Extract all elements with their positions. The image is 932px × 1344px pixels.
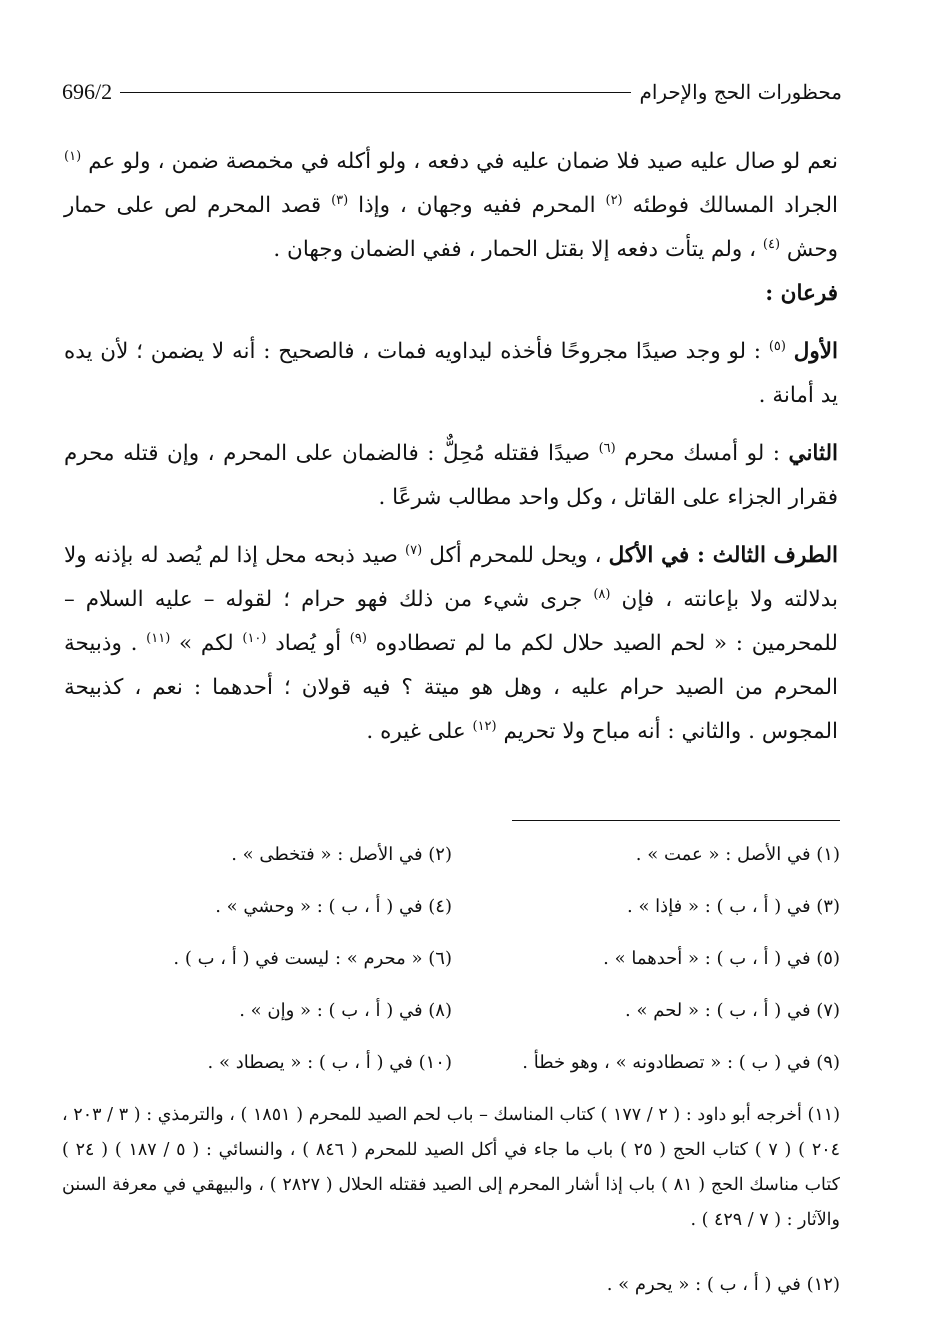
footnote-10: (١٠) في ( أ ، ب ) : « يصطاد » . [207,1052,452,1073]
chapter-title: محظورات الحج والإحرام [639,80,842,104]
note-ref[interactable]: (٧) [405,542,423,558]
footnotes-short [62,836,840,1082]
page-number: 696/2 [62,79,113,104]
note-ref[interactable]: (٦) [598,440,616,456]
footnote-9: (٩) في ( ب ) : « تصطادونه » ، وهو خطأ . [522,1052,840,1073]
footnote-5: (٥) في ( أ ، ب ) : « أحدهما » . [603,948,840,969]
paragraph-second-branch: الثاني : لو أمسك محرم $^{(٦)}$ صيدًا فقتله مُحِلٌّ : فالضمان على المحرم ، وإن قتله محرم فقرار الجزاء على القاتل ، وكل واحد مطالب شرعًا . [64,440,838,510]
note-ref[interactable]: (٨) [593,586,611,602]
note-ref[interactable]: (١) [64,148,82,164]
footnote-1: (١) في الأصل : « عمت » . [635,844,840,865]
note-ref[interactable]: (٥) [768,338,786,354]
main-text [64,140,838,754]
footnote-12: (١٢) في ( أ ، ب ) : « يحرم » . [606,1274,840,1295]
note-ref[interactable]: (٤) [762,236,781,252]
note-ref[interactable]: (٢) [605,192,623,208]
note-ref[interactable]: (١١) [146,630,171,646]
paragraph-1: نعم لو صال عليه صيد فلا ضمان عليه في دفعه ، ولو أكله في مخمصة ضمن ، ولو عم $^{(١)}$ الجراد المسالك فوطئه $^{(٢)}$ المحرم ففيه وجهان ، وإذا $^{(٣)}$ قصد المحرم لص على حمار وحش $^{(٤)}$ ، ولم يتأت دفعه إلا بقتل الحمار ، ففي الضمان وجهان . [64,148,838,262]
footnote-11: (١١) أخرجه أبو داود : ( ٢ / ١٧٧ ) كتاب المناسك – باب لحم الصيد للمحرم ( ١٨٥١ ) ، والترمذي : ( ٣ / ٢٠٣ ، ٢٠٤ ) ( ٧ ) كتاب الحج ( ٢٥ ) باب ما جاء في أكل الصيد للمحرم ( ٨٤٦ ) ، والنسائي : ( ٥ / ١٨٧ ) ( ٢٤ ) كتاب مناسك الحج ( ٨١ ) باب إذا أشار المحرم إلى الصيد فقتله الحلال ( ٢٨٢٧ ) ، والبيهقي في معرفة السنن والآثار : ( ٧ / ٤٢٩ ) . [62,1105,841,1230]
note-ref[interactable]: (٣) [331,192,349,208]
note-ref[interactable]: (١٢) [472,718,497,734]
header-rule [120,92,631,93]
footnote-6: (٦) « محرم » : ليست في ( أ ، ب ) . [173,948,452,969]
footnote-7: (٧) في ( أ ، ب ) : « لحم » . [625,1000,840,1021]
footnote-4: (٤) في ( أ ، ب ) : « وحشي » . [215,896,452,917]
paragraph-third-part: الطرف الثالث : في الأكل ، ويحل للمحرم أكل $^{(٧)}$ صيد ذبحه محل إذا لم يُصد له بإذنه ولا بدلالته ولا بإعانته ، فإن $^{(٨)}$ جرى شيء من ذلك فهو حرام ؛ لقوله – عليه السلام – للمحرمين : « لحم الصيد حلال لكم ما لم تصطادوه $^{(٩)}$ أو يُصاد $^{(١٠)}$ لكم » $^{(١١)}$ . وذبيحة المحرم من الصيد حرام عليه ، وهل هو ميتة ؟ فيه قولان ؛ أحدهما : نعم ، كذبيحة المجوس . والثاني : أنه مباح ولا تحريم $^{(١٢)}$ على غيره . [64,542,838,744]
running-header [62,72,842,112]
note-ref[interactable]: (١٠) [242,630,267,646]
footnote-3: (٣) في ( أ ، ب ) : « فإذا » . [627,896,840,917]
paragraph-first-branch: الأول $^{(٥)}$ : لو وجد صيدًا مجروحًا فأخذه ليداويه فمات ، فالصحيح : أنه لا يضمن ؛ لأن يده يد أمانة . [64,338,839,408]
note-ref[interactable]: (٩) [349,630,367,646]
branches-heading: فرعان : [765,281,838,306]
footnote-2: (٢) في الأصل : « فتخطى » . [231,844,452,865]
footnote-8: (٨) في ( أ ، ب ) : « وإن » . [239,1000,452,1021]
footnote-separator [512,820,840,821]
